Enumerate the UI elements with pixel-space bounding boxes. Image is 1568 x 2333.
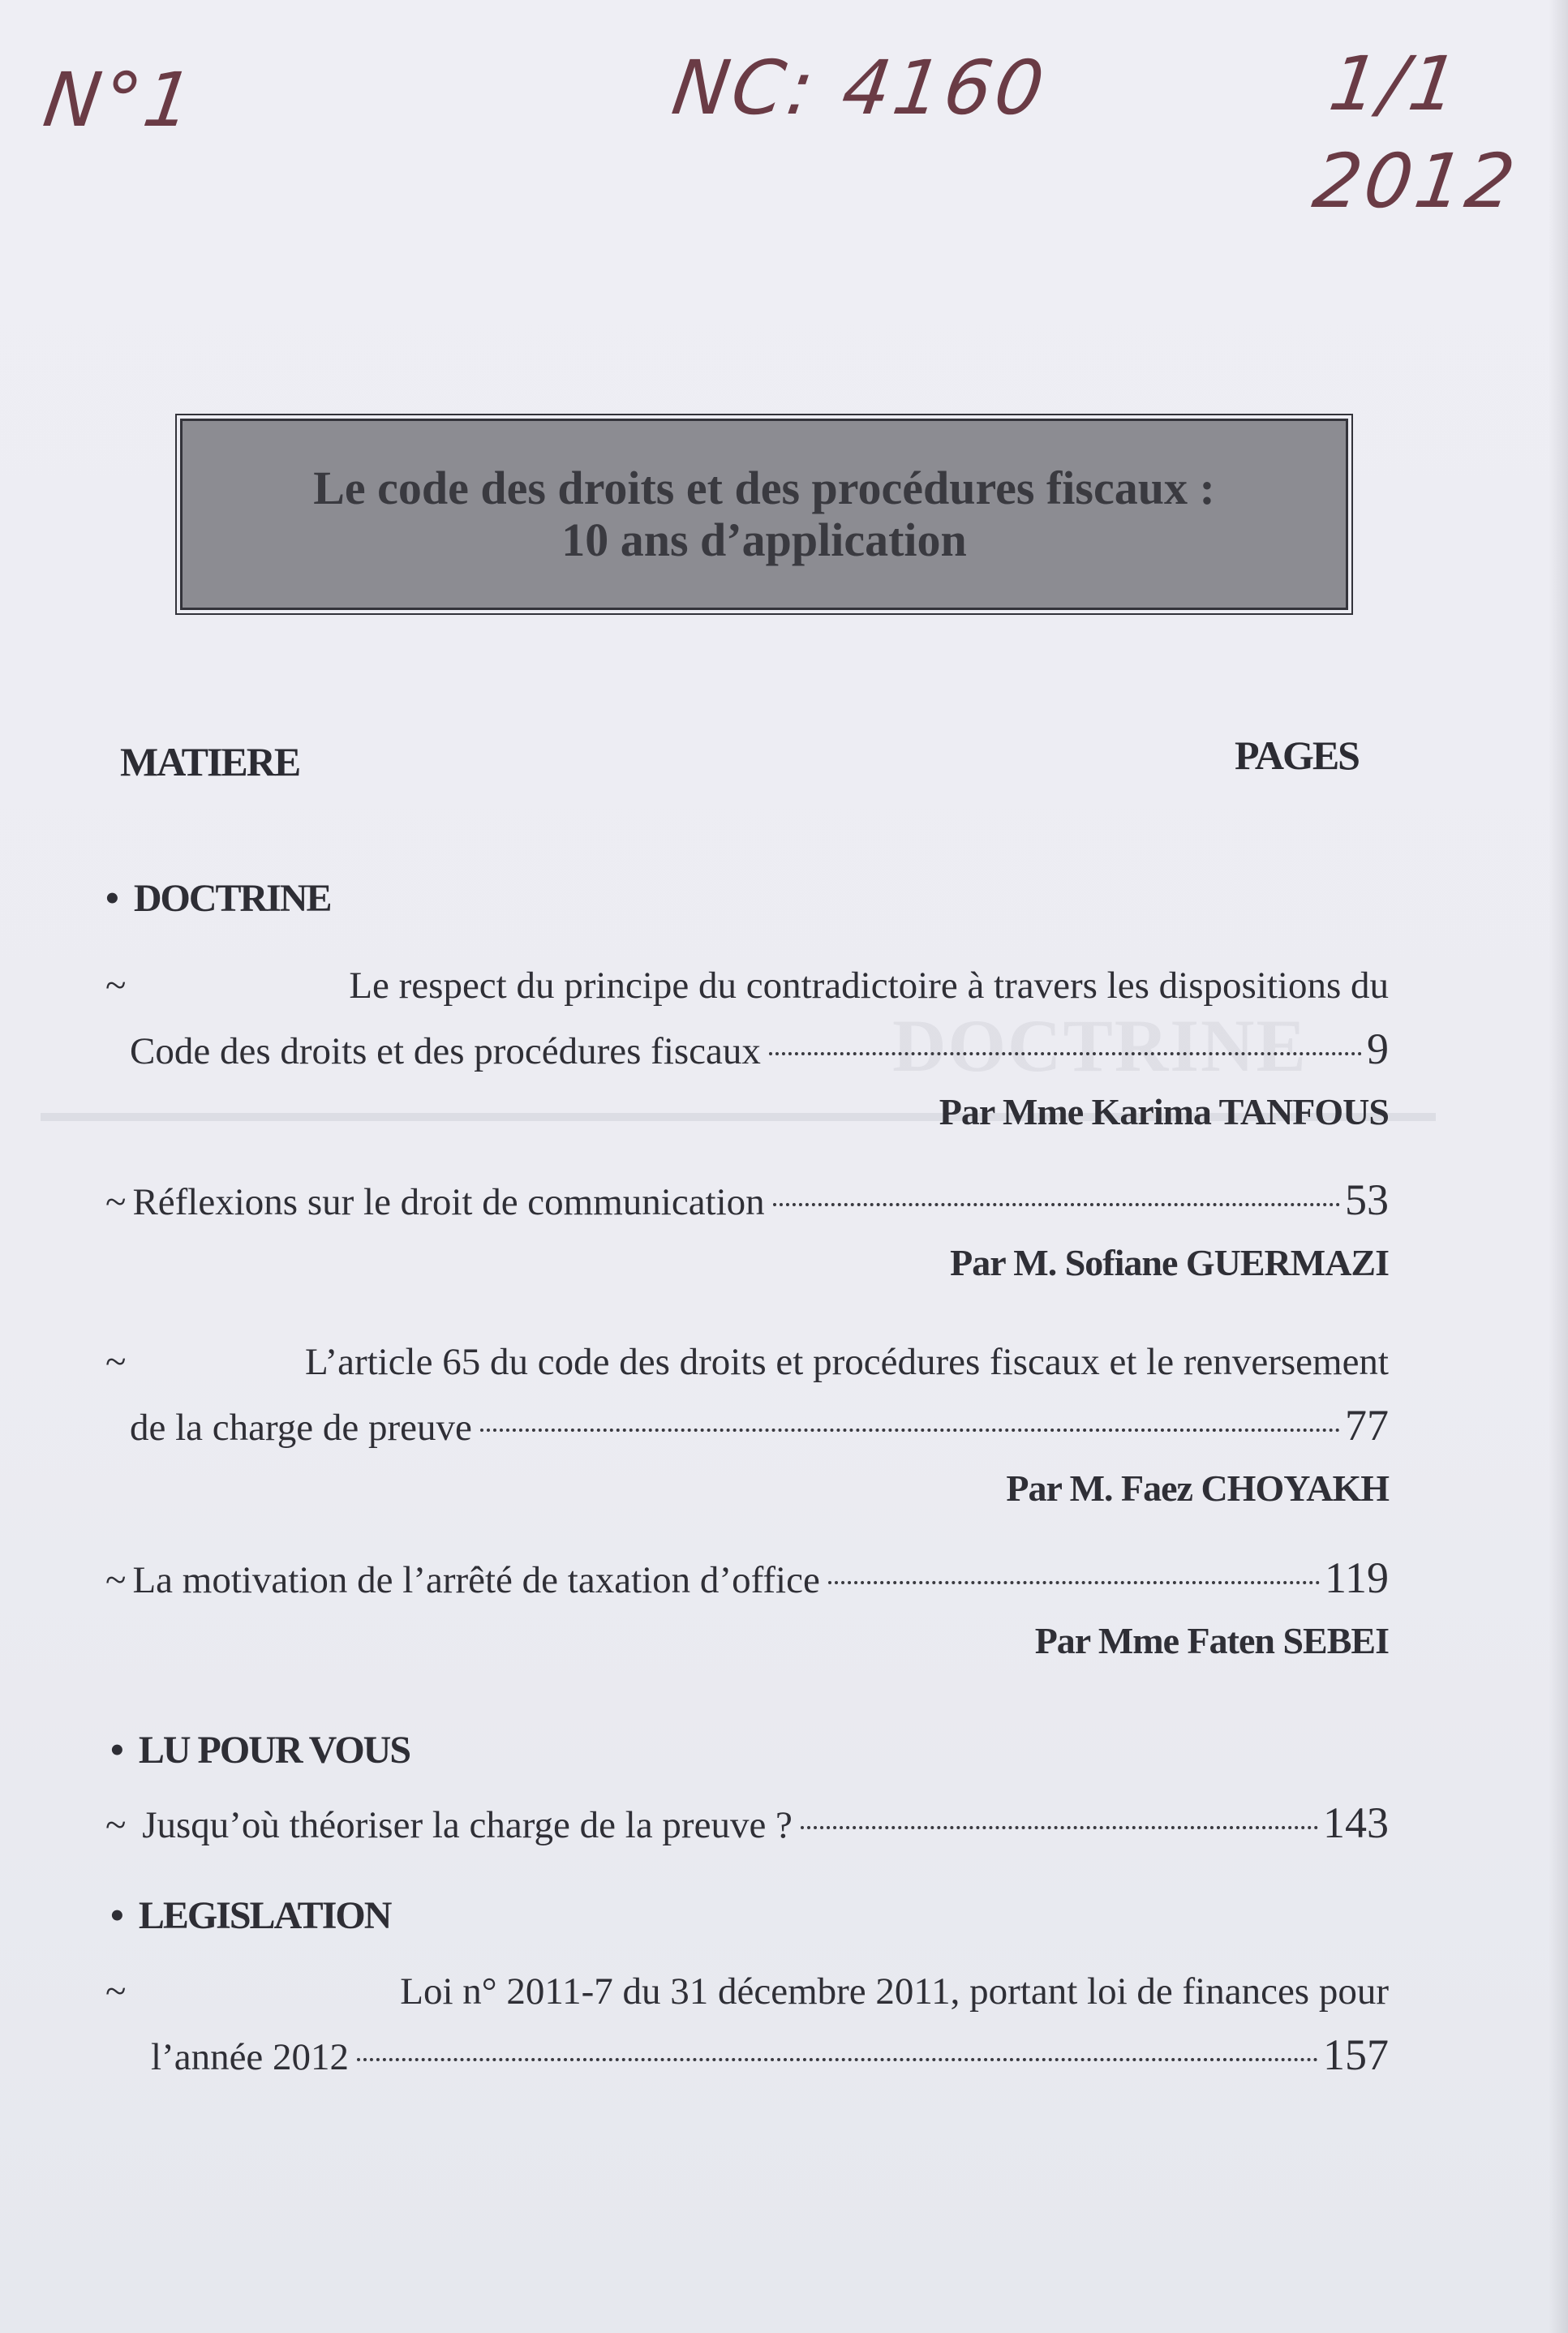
dot-leader	[828, 1581, 1320, 1584]
section-title: LU POUR VOUS	[138, 1729, 410, 1772]
toc-entry[interactable]	[105, 1546, 1389, 1670]
title-line-2: 10 ans d’application	[561, 513, 967, 566]
page-number: 77	[1345, 1401, 1389, 1450]
entry-line	[105, 954, 1389, 1017]
section-title: LEGISLATION	[138, 1894, 391, 1937]
dash-icon: ~	[105, 1970, 127, 2013]
bullet-icon: •	[110, 1894, 122, 1937]
page-number: 9	[1367, 1025, 1389, 1073]
toc-entry[interactable]	[105, 1960, 1389, 2089]
page-number: 157	[1323, 2030, 1389, 2079]
header-pages: PAGES	[1235, 733, 1359, 778]
header-matiere: MATIERE	[120, 739, 300, 784]
toc-entry[interactable]	[105, 1168, 1389, 1292]
entry-title-line-1: Le respect du principe du contradictoire à travers les dispositions du	[349, 965, 1389, 1007]
entry-title-line-1: Loi n° 2011-7 du 31 décembre 2011, portant loi de finances pour	[400, 1970, 1389, 2013]
section-lu-pour-vous	[110, 1728, 410, 1772]
handwritten-nc: NC: 4160	[667, 45, 1052, 131]
entry-title-line-2: l’année 2012	[151, 2036, 350, 2078]
dot-leader	[357, 2058, 1318, 2061]
entry-title-line-1: La motivation de l’arrêté de taxation d’office	[132, 1559, 820, 1601]
dash-icon: ~	[105, 1804, 136, 1846]
dash-icon: ~	[105, 1181, 127, 1223]
entry-line	[105, 2023, 1389, 2089]
title-box	[180, 419, 1348, 610]
entry-author: Par Mme Karima TANFOUS	[939, 1091, 1389, 1132]
bullet-icon: •	[105, 877, 118, 920]
entry-line	[105, 1394, 1389, 1459]
entry-line	[105, 1330, 1389, 1394]
section-legislation	[110, 1893, 390, 1938]
entry-line	[105, 1168, 1389, 1234]
bullet-icon: •	[110, 1729, 122, 1772]
handwritten-volume: 1/1	[1324, 41, 1467, 127]
watermark-text: DOCTRINE	[892, 1004, 1308, 1087]
dash-icon: ~	[105, 1559, 127, 1601]
dot-leader	[773, 1203, 1340, 1206]
handwritten-number: N°1	[38, 57, 201, 144]
dot-leader	[769, 1052, 1362, 1055]
page-edge	[1549, 0, 1568, 2333]
page-number: 53	[1345, 1175, 1389, 1224]
entry-line	[105, 1546, 1389, 1612]
entry-title-line-2: de la charge de preuve	[130, 1407, 472, 1449]
entry-title-line-1: L’article 65 du code des droits et procédures fiscaux et le renversement	[305, 1341, 1389, 1383]
entry-title-line-1: Réflexions sur le droit de communication	[132, 1181, 765, 1223]
toc-entry[interactable]	[105, 954, 1389, 1141]
section-title: DOCTRINE	[133, 877, 331, 920]
entry-title-line-2: Code des droits et des procédures fiscaux	[130, 1030, 761, 1072]
entry-line	[105, 1960, 1389, 2023]
page-number: 143	[1323, 1798, 1389, 1847]
entry-line	[105, 1017, 1389, 1083]
toc-entry[interactable]	[105, 1330, 1389, 1518]
entry-title-line-1: Jusqu’où théoriser la charge de la preuve ?	[142, 1804, 793, 1846]
entry-author: Par M. Faez CHOYAKH	[1006, 1467, 1389, 1509]
title-line-1: Le code des droits et des procédures fiscaux :	[313, 462, 1215, 514]
page-number: 119	[1325, 1553, 1389, 1602]
entry-author: Par Mme Faten SEBEI	[1034, 1620, 1389, 1661]
toc-entry[interactable]	[105, 1791, 1389, 1857]
dot-leader	[801, 1826, 1318, 1829]
section-doctrine	[105, 876, 331, 921]
handwritten-year: 2012	[1308, 138, 1523, 225]
dash-icon: ~	[105, 965, 127, 1007]
entry-author: Par M. Sofiane GUERMAZI	[950, 1242, 1389, 1283]
dot-leader	[480, 1429, 1340, 1432]
dash-icon: ~	[105, 1341, 127, 1383]
entry-line	[105, 1791, 1389, 1857]
